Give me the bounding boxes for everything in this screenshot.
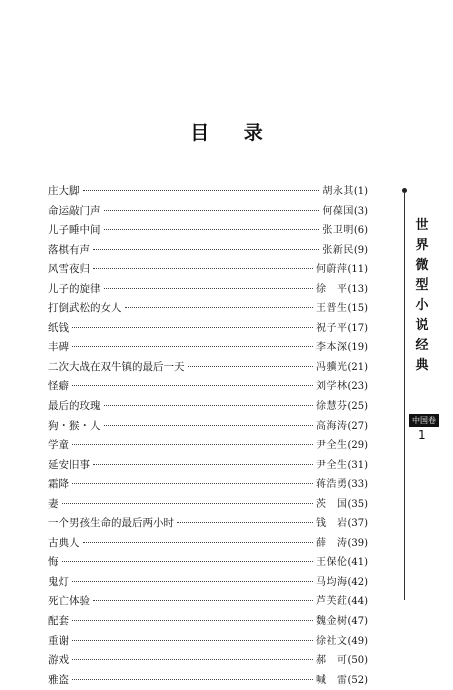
dot-leader xyxy=(104,210,320,211)
toc-entry-author: 何蔚萍 xyxy=(315,264,348,276)
toc-entry-author: 薛 涛 xyxy=(315,537,348,549)
toc-entry-author: 喊 雷 xyxy=(315,674,348,686)
toc-entry[interactable] xyxy=(48,417,368,437)
toc-entry-title: 鬼灯 xyxy=(48,575,69,588)
toc-entry[interactable] xyxy=(48,319,368,339)
toc-entry-title: 丰碑 xyxy=(48,341,69,354)
toc-entry-page: (33) xyxy=(347,479,368,491)
toc-entry[interactable] xyxy=(48,573,368,593)
toc-entry-title: 死亡体验 xyxy=(48,595,90,608)
toc-entry-title: 古典人 xyxy=(48,536,80,549)
toc-entry[interactable] xyxy=(48,202,368,222)
toc-entry-page: (19) xyxy=(347,342,368,354)
toc-entry-title: 风雪夜归 xyxy=(48,263,90,276)
dot-leader xyxy=(72,444,313,445)
toc-entry-page: (29) xyxy=(347,440,368,452)
toc-entry-title: 狗・猴・人 xyxy=(48,419,101,432)
series-title-char: 型 xyxy=(415,278,429,293)
series-title-char: 界 xyxy=(415,238,429,253)
page-title: 目 录 xyxy=(190,122,277,144)
dot-leader xyxy=(104,288,313,289)
toc-entry[interactable] xyxy=(48,241,368,261)
toc-entry-title: 配套 xyxy=(48,615,69,628)
dot-leader xyxy=(72,659,313,660)
dot-leader xyxy=(83,190,320,191)
toc-entry-title: 最后的玫瑰 xyxy=(48,400,101,413)
toc-entry-author: 尹全生 xyxy=(315,440,348,452)
toc-entry[interactable] xyxy=(48,514,368,534)
toc-entry-author: 钱 岩 xyxy=(315,518,348,530)
toc-entry[interactable] xyxy=(48,397,368,417)
dot-leader xyxy=(72,640,313,641)
toc-entry-title: 落棋有声 xyxy=(48,243,90,256)
toc-entry[interactable] xyxy=(48,377,368,397)
toc-entry-page: (21) xyxy=(347,361,368,373)
toc-entry-page: (44) xyxy=(347,596,368,608)
toc-entry-author: 郝 可 xyxy=(315,655,348,667)
toc-entry-author: 冯骥光 xyxy=(315,361,348,373)
series-title-char: 典 xyxy=(415,358,429,373)
toc-entry[interactable] xyxy=(48,475,368,495)
toc-entry-page: (41) xyxy=(347,557,368,569)
toc-entry[interactable] xyxy=(48,671,368,690)
dot-leader xyxy=(125,307,313,308)
dot-leader xyxy=(72,679,313,680)
toc-entry-title: 打倒武松的女人 xyxy=(48,302,122,315)
toc-entry-title: 纸钱 xyxy=(48,321,69,334)
dot-leader xyxy=(72,483,313,484)
toc-entry-author: 蒋浩勇 xyxy=(315,479,348,491)
dot-leader xyxy=(93,268,313,269)
toc-entry-title: 命运敲门声 xyxy=(48,204,101,217)
series-title-char: 说 xyxy=(415,318,429,333)
toc-entry[interactable] xyxy=(48,612,368,632)
dot-leader xyxy=(93,249,319,250)
dot-leader xyxy=(188,366,313,367)
toc-entry-title: 重谢 xyxy=(48,634,69,647)
toc-entry-author: 张卫明 xyxy=(322,225,354,237)
toc-entry[interactable] xyxy=(48,182,368,202)
toc-entry-title: 妻 xyxy=(48,497,59,510)
toc-entry-author: 胡永其 xyxy=(322,186,354,197)
toc-entry-page: (9) xyxy=(353,244,368,256)
toc-entry-page: (1) xyxy=(353,186,368,197)
toc-entry[interactable] xyxy=(48,338,368,358)
toc-entry-author: 李本深 xyxy=(315,342,348,354)
toc-entry-author: 魏金树 xyxy=(315,616,348,628)
toc-entry-author: 茨 国 xyxy=(315,498,348,510)
toc-entry-page: (52) xyxy=(347,674,368,686)
toc-entry-page: (39) xyxy=(347,537,368,549)
toc-entry[interactable] xyxy=(48,651,368,671)
toc-entry-page: (31) xyxy=(347,459,368,471)
toc-entry[interactable] xyxy=(48,436,368,456)
toc-entry-author: 尹全生 xyxy=(315,459,348,471)
toc-entry[interactable] xyxy=(48,592,368,612)
toc-entry-author: 高海涛 xyxy=(315,420,348,432)
toc-entry-page: (35) xyxy=(347,498,368,510)
toc-entry-title: 延安旧事 xyxy=(48,458,90,471)
dot-leader xyxy=(72,581,313,582)
toc-entry[interactable] xyxy=(48,221,368,241)
toc-entry-page: (50) xyxy=(347,655,368,667)
toc-entry-title: 庄大脚 xyxy=(48,185,80,197)
toc-entry-author: 徐 平 xyxy=(315,283,348,295)
toc-entry-title: 怪癖 xyxy=(48,380,69,393)
toc-entry-title: 儿子睡中间 xyxy=(48,224,101,237)
page-number: 1 xyxy=(418,428,426,442)
side-divider xyxy=(404,192,405,600)
dot-leader xyxy=(62,503,313,504)
toc-entry-page: (15) xyxy=(347,303,368,315)
toc-list xyxy=(48,182,368,690)
dot-leader xyxy=(104,405,313,406)
toc-entry-title: 二次大战在双牛镇的最后一天 xyxy=(48,360,185,373)
dot-leader xyxy=(104,229,320,230)
edition-badge: 中国卷 xyxy=(409,414,439,427)
toc-entry-author: 王普生 xyxy=(315,303,348,315)
toc-entry-page: (6) xyxy=(353,225,368,237)
toc-entry-page: (42) xyxy=(347,576,368,588)
toc-entry-page: (13) xyxy=(347,283,368,295)
toc-entry[interactable] xyxy=(48,358,368,378)
toc-entry-title: 游戏 xyxy=(48,654,69,667)
toc-entry[interactable] xyxy=(48,632,368,652)
toc-entry-author: 祝子平 xyxy=(315,322,348,334)
toc-entry[interactable] xyxy=(48,260,368,280)
dot-leader xyxy=(93,600,313,601)
dot-leader xyxy=(72,327,313,328)
toc-entry[interactable] xyxy=(48,299,368,319)
dot-leader xyxy=(177,522,313,523)
toc-entry-author: 马均海 xyxy=(315,576,348,588)
toc-entry-title: 雅盗 xyxy=(48,673,69,686)
dot-leader xyxy=(72,385,313,386)
dot-leader xyxy=(83,542,313,543)
toc-entry-page: (23) xyxy=(347,381,368,393)
toc-entry-page: (47) xyxy=(347,616,368,628)
toc-entry[interactable] xyxy=(48,534,368,554)
toc-entry-page: (25) xyxy=(347,401,368,413)
toc-entry-page: (11) xyxy=(347,264,368,276)
toc-entry-author: 刘学林 xyxy=(315,381,348,393)
toc-entry-author: 王保伦 xyxy=(315,557,348,569)
dot-leader xyxy=(104,425,313,426)
toc-entry-author: 何葆国 xyxy=(322,205,354,217)
dot-leader xyxy=(93,464,313,465)
toc-entry-page: (17) xyxy=(347,322,368,334)
toc-entry-author: 徐社文 xyxy=(315,635,348,647)
series-title-char: 小 xyxy=(415,298,429,313)
dot-leader xyxy=(72,620,313,621)
toc-entry-title: 一个男孩生命的最后两小时 xyxy=(48,517,174,530)
series-title xyxy=(412,216,432,376)
toc-entry-author: 张新民 xyxy=(322,244,354,256)
series-title-char: 微 xyxy=(415,258,429,273)
toc-entry-author: 芦芙荭 xyxy=(315,596,348,608)
toc-entry[interactable] xyxy=(48,280,368,300)
toc-entry-title: 儿子的旋律 xyxy=(48,282,101,295)
toc-entry-title: 学童 xyxy=(48,439,69,452)
toc-entry-page: (49) xyxy=(347,635,368,647)
toc-entry-author: 徐慧芬 xyxy=(315,401,348,413)
toc-entry-page: (27) xyxy=(347,420,368,432)
series-title-char: 世 xyxy=(415,218,429,233)
toc-entry-page: (37) xyxy=(347,518,368,530)
toc-entry-title: 悔 xyxy=(48,556,59,569)
toc-entry-page: (3) xyxy=(353,205,368,217)
dot-leader xyxy=(72,346,313,347)
series-title-char: 经 xyxy=(415,338,429,353)
toc-entry[interactable] xyxy=(48,553,368,573)
toc-entry-title: 霜降 xyxy=(48,478,69,491)
toc-entry[interactable] xyxy=(48,495,368,515)
dot-leader xyxy=(62,561,313,562)
toc-entry[interactable] xyxy=(48,456,368,476)
